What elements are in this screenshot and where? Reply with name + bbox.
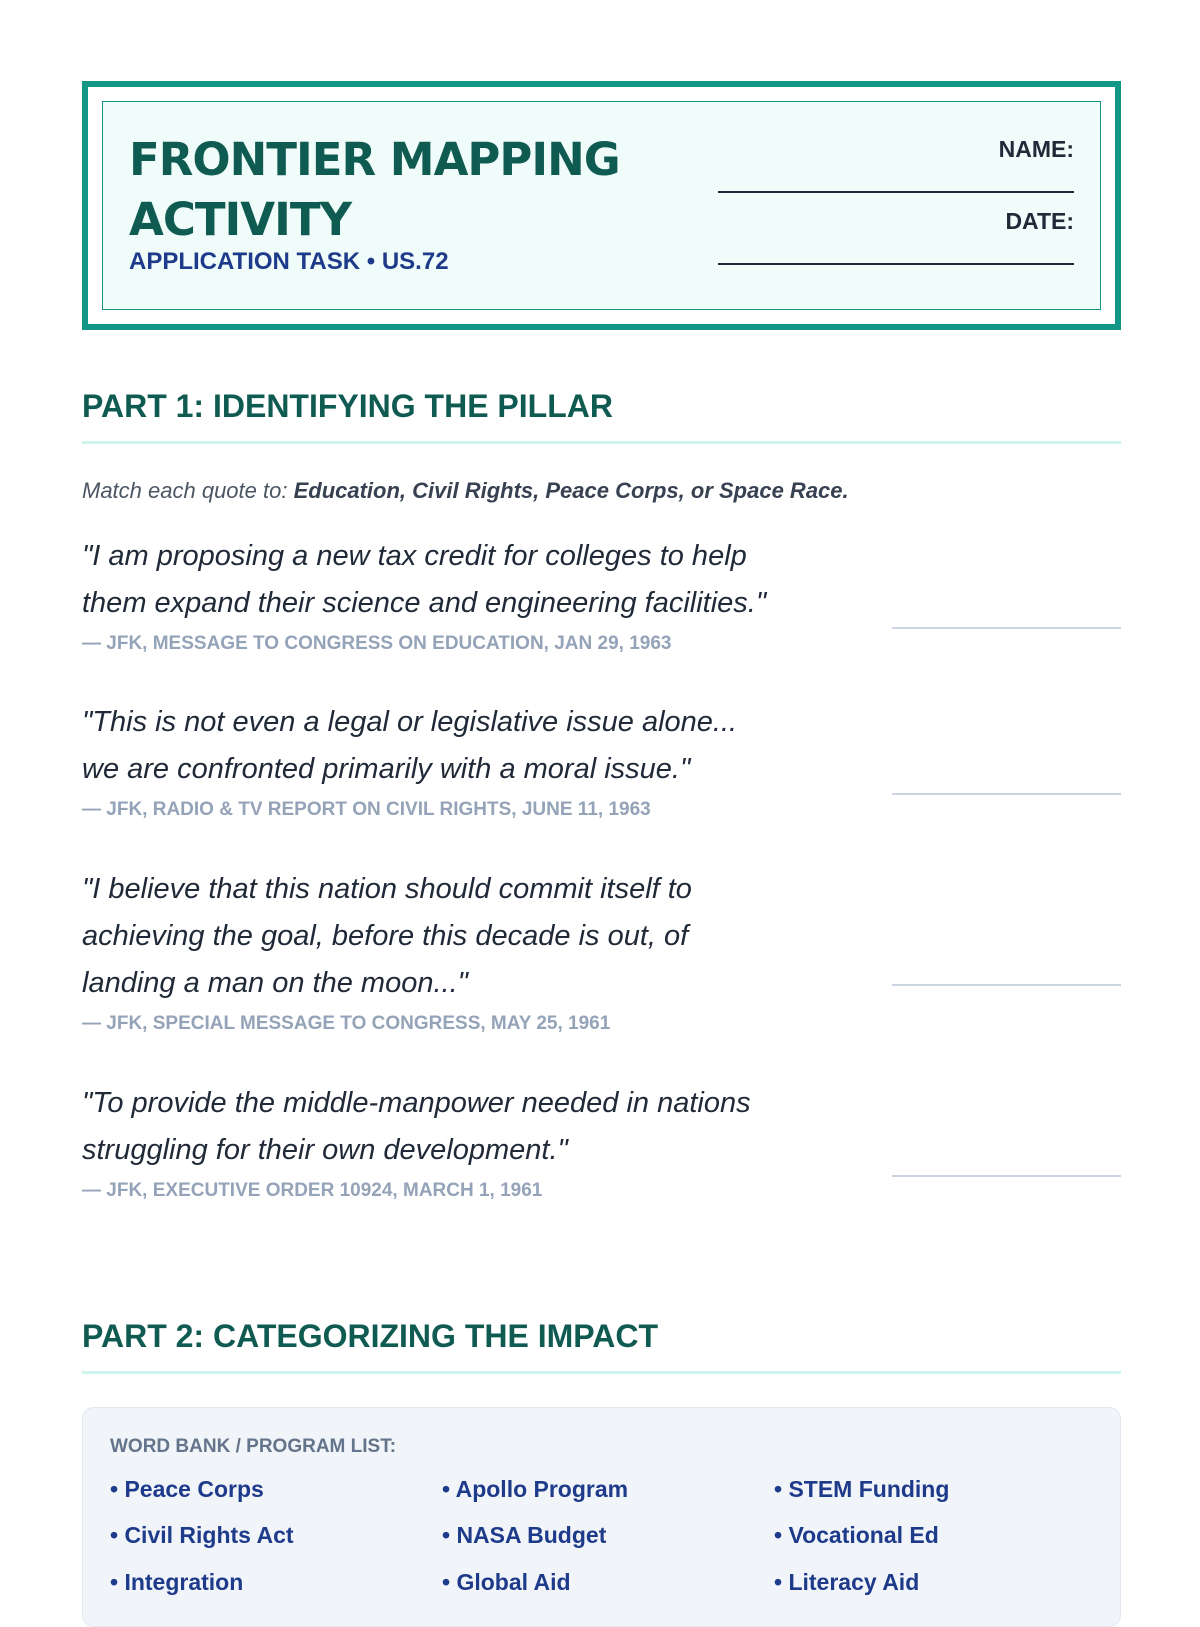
- part1-instruction: [82, 478, 849, 504]
- quote-text: "This is not even a legal or legislative issue alone... we are confronted primarily with a moral issue.": [82, 706, 738, 785]
- date-line[interactable]: [718, 263, 1074, 265]
- date-label: DATE:: [1005, 208, 1074, 234]
- quote-citation: — JFK, EXECUTIVE ORDER 10924, MARCH 1, 1961: [82, 1180, 543, 1201]
- quote-text: "I am proposing a new tax credit for colleges to help them expand their science and engineering facilities.": [82, 540, 767, 619]
- answer-line[interactable]: [892, 793, 1121, 795]
- page-subtitle: APPLICATION TASK • US.72: [129, 248, 449, 275]
- quote-citation: — JFK, MESSAGE TO CONGRESS ON EDUCATION, JAN 29, 1963: [82, 633, 672, 654]
- date-field[interactable]: [714, 208, 1074, 265]
- quote-item: [82, 1080, 1121, 1202]
- part2-heading: PART 2: CATEGORIZING THE IMPACT: [82, 1318, 1121, 1374]
- instruction-options: Education, Civil Rights, Peace Corps, or Space Race.: [293, 478, 849, 503]
- name-line[interactable]: [718, 191, 1074, 193]
- name-label: NAME:: [998, 136, 1074, 162]
- quote-text: "I believe that this nation should commit itself to achieving the goal, before this decade is out, of landing a man on the moon...": [82, 873, 692, 999]
- name-field[interactable]: [714, 136, 1074, 193]
- word-bank: [82, 1407, 1121, 1627]
- word-bank-item: • Peace Corps: [110, 1476, 264, 1502]
- part1-heading: PART 1: IDENTIFYING THE PILLAR: [82, 388, 1121, 444]
- quote-item: [82, 533, 1121, 655]
- quote-citation: — JFK, SPECIAL MESSAGE TO CONGRESS, MAY 25, 1961: [82, 1013, 611, 1034]
- word-bank-item: • Apollo Program: [442, 1476, 629, 1502]
- worksheet-header: [82, 81, 1121, 330]
- header-inner: [102, 101, 1101, 310]
- quote-item: [82, 866, 1121, 1035]
- answer-line[interactable]: [892, 627, 1121, 629]
- word-bank-item: • NASA Budget: [442, 1522, 607, 1548]
- word-bank-item: • Integration: [110, 1569, 244, 1595]
- word-bank-item: • Vocational Ed: [774, 1522, 939, 1548]
- word-bank-item: • STEM Funding: [774, 1476, 950, 1502]
- quote-citation: — JFK, RADIO & TV REPORT ON CIVIL RIGHTS, JUNE 11, 1963: [82, 799, 651, 820]
- answer-line[interactable]: [892, 1175, 1121, 1177]
- word-bank-label: WORD BANK / PROGRAM LIST:: [110, 1436, 397, 1457]
- page-title: FRONTIER MAPPING ACTIVITY: [129, 133, 620, 246]
- quote-item: [82, 699, 1121, 821]
- instruction-prefix: Match each quote to:: [82, 478, 294, 503]
- word-bank-item: • Global Aid: [442, 1569, 571, 1595]
- word-bank-item: • Civil Rights Act: [110, 1522, 294, 1548]
- quote-text: "To provide the middle-manpower needed in nations struggling for their own development.": [82, 1087, 751, 1166]
- word-bank-item: • Literacy Aid: [774, 1569, 920, 1595]
- answer-line[interactable]: [892, 984, 1121, 986]
